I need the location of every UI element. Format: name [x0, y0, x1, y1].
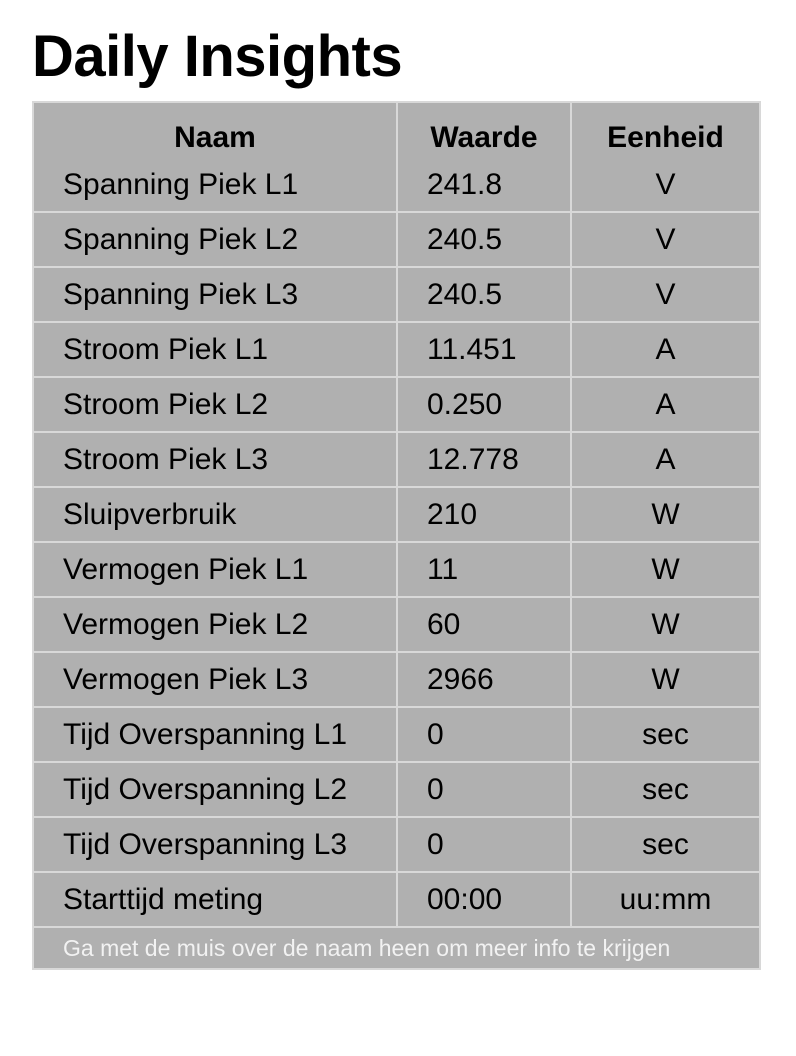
- metric-name[interactable]: Tijd Overspanning L3: [33, 817, 397, 872]
- metric-unit: A: [571, 377, 760, 432]
- metric-name[interactable]: Tijd Overspanning L1: [33, 707, 397, 762]
- metric-value: 240.5: [397, 212, 571, 267]
- metric-name[interactable]: Vermogen Piek L2: [33, 597, 397, 652]
- metric-name[interactable]: Spanning Piek L2: [33, 212, 397, 267]
- insights-table: [32, 101, 761, 970]
- metric-unit: A: [571, 322, 760, 377]
- table-row: [33, 159, 760, 212]
- metric-unit: V: [571, 159, 760, 212]
- table-row: [33, 597, 760, 652]
- hover-hint-text: Ga met de muis over de naam heen om meer info te krijgen: [33, 927, 760, 969]
- metric-name[interactable]: Stroom Piek L3: [33, 432, 397, 487]
- metric-value: 0: [397, 707, 571, 762]
- table-row: [33, 487, 760, 542]
- table-row: [33, 542, 760, 597]
- metric-name[interactable]: Sluipverbruik: [33, 487, 397, 542]
- metric-value: 210: [397, 487, 571, 542]
- metric-name[interactable]: Spanning Piek L3: [33, 267, 397, 322]
- table-row: [33, 212, 760, 267]
- table-body: [33, 159, 760, 927]
- metric-unit: A: [571, 432, 760, 487]
- metric-value: 2966: [397, 652, 571, 707]
- metric-name[interactable]: Stroom Piek L1: [33, 322, 397, 377]
- metric-value: 11.451: [397, 322, 571, 377]
- table-row: [33, 267, 760, 322]
- metric-value: 0.250: [397, 377, 571, 432]
- metric-unit: V: [571, 212, 760, 267]
- metric-name[interactable]: Vermogen Piek L1: [33, 542, 397, 597]
- page-title: Daily Insights: [32, 24, 403, 89]
- metric-unit: sec: [571, 707, 760, 762]
- metric-value: 241.8: [397, 159, 571, 212]
- metric-value: 0: [397, 762, 571, 817]
- metric-unit: W: [571, 487, 760, 542]
- metric-unit: V: [571, 267, 760, 322]
- table-row: [33, 872, 760, 927]
- metric-unit: W: [571, 652, 760, 707]
- table-row: [33, 432, 760, 487]
- column-header-value: Waarde: [397, 102, 571, 159]
- column-header-name: Naam: [33, 102, 397, 159]
- metric-value: 12.778: [397, 432, 571, 487]
- metric-name[interactable]: Starttijd meting: [33, 872, 397, 927]
- metric-name[interactable]: Spanning Piek L1: [33, 159, 397, 212]
- table-footer-row: [33, 927, 760, 969]
- table-row: [33, 377, 760, 432]
- metric-value: 11: [397, 542, 571, 597]
- metric-unit: W: [571, 542, 760, 597]
- metric-value: 240.5: [397, 267, 571, 322]
- metric-value: 0: [397, 817, 571, 872]
- metric-unit: sec: [571, 762, 760, 817]
- column-header-unit: Eenheid: [571, 102, 760, 159]
- metric-name[interactable]: Vermogen Piek L3: [33, 652, 397, 707]
- table-row: [33, 707, 760, 762]
- metric-unit: W: [571, 597, 760, 652]
- table-header-row: [33, 102, 760, 159]
- metric-name[interactable]: Tijd Overspanning L2: [33, 762, 397, 817]
- table-row: [33, 322, 760, 377]
- table-row: [33, 817, 760, 872]
- table-row: [33, 762, 760, 817]
- table-row: [33, 652, 760, 707]
- metric-value: 00:00: [397, 872, 571, 927]
- metric-value: 60: [397, 597, 571, 652]
- metric-unit: uu:mm: [571, 872, 760, 927]
- metric-name[interactable]: Stroom Piek L2: [33, 377, 397, 432]
- metric-unit: sec: [571, 817, 760, 872]
